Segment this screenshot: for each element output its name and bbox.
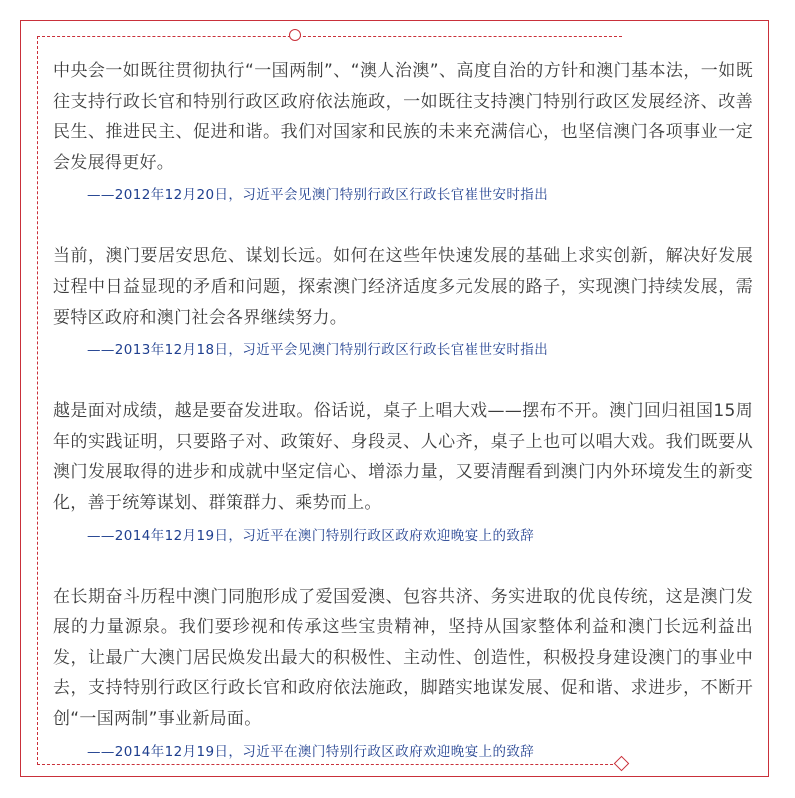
quote-source: ——2014年12月19日，习近平在澳门特别行政区政府欢迎晚宴上的致辞	[87, 527, 535, 544]
quote-text: 当前，澳门要居安思危、谋划长远。如何在这些年快速发展的基础上求实创新，解决好发展过程中日益显现的矛盾和问题，探索澳门经济适度多元发展的路子，实现澳门持续发展，需要特区政府和澳门社会各界继续努力。	[53, 246, 753, 328]
quote-source: ——2014年12月19日，习近平在澳门特别行政区政府欢迎晚宴上的致辞	[87, 743, 535, 760]
quote-source: ——2013年12月18日，习近平会见澳门特别行政区行政长官崔世安时指出	[87, 342, 549, 359]
quote-block-4	[53, 582, 753, 763]
circle-ornament-icon	[289, 29, 301, 41]
quotes-content	[53, 56, 753, 763]
quote-text: 越是面对成绩，越是要奋发进取。俗话说，桌子上唱大戏——摆布不开。澳门回归祖国15周年的实践证明，只要路子对、政策好、身段灵、人心齐，桌子上也可以唱大戏。我们既要从澳门发展取得的进步和成就中坚定信心、增添力量，又要清醒看到澳门内外环境发生的新变化，善于统筹谋划、群策群力、乘势而上。	[53, 401, 753, 513]
quote-source: ——2012年12月20日，习近平会见澳门特别行政区行政长官崔世安时指出	[87, 187, 549, 204]
quote-text: 在长期奋斗历程中澳门同胞形成了爱国爱澳、包容共济、务实进取的优良传统，这是澳门发展的力量源泉。我们要珍视和传承这些宝贵精神，坚持从国家整体利益和澳门长远利益出发，让最广大澳门居民焕发出最大的积极性、主动性、创造性，积极投身建设澳门的事业中去，支持特别行政区行政长官和政府依法施政，脚踏实地谋发展、促和谐、求进步，不断开创“一国两制”事业新局面。	[53, 586, 753, 729]
quote-text: 中央会一如既往贯彻执行“一国两制”、“澳人治澳”、高度自治的方针和澳门基本法，一如既往支持行政长官和特别行政区政府依法施政，一如既往支持澳门特别行政区发展经济、改善民生、推进民主、促进和谐。我们对国家和民族的未来充满信心，也坚信澳门各项事业一定会发展得更好。	[53, 61, 753, 173]
quote-block-1	[53, 56, 753, 206]
quote-block-3	[53, 396, 753, 546]
quote-block-2	[53, 241, 753, 361]
